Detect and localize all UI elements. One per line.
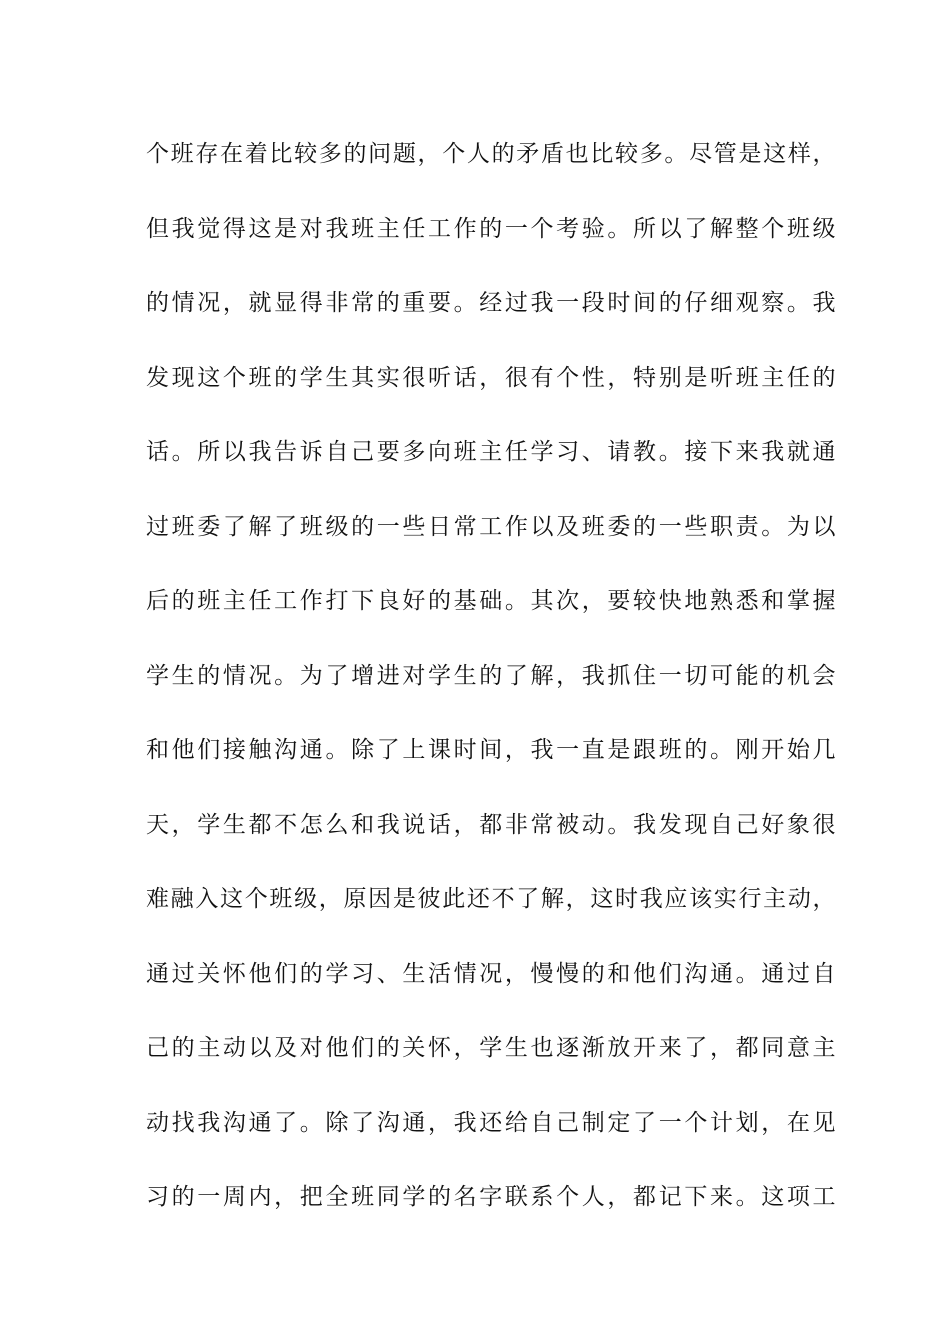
text-line: 话。所以我告诉自己要多向班主任学习、请教。接下来我就通 bbox=[146, 439, 836, 465]
text-line: 难融入这个班级，原因是彼此还不了解，这时我应该实行主动， bbox=[146, 886, 836, 912]
text-line: 过班委了解了班级的一些日常工作以及班委的一些职责。为以 bbox=[146, 513, 836, 540]
body-text bbox=[146, 134, 836, 1252]
text-line: 习的一周内，把全班同学的名字联系个人，都记下来。这项工 bbox=[146, 1184, 836, 1210]
text-line: 和他们接触沟通。除了上课时间，我一直是跟班的。刚开始几 bbox=[146, 737, 836, 763]
text-line: 个班存在着比较多的问题，个人的矛盾也比较多。尽管是这样， bbox=[146, 141, 836, 167]
text-line: 的情况，就显得非常的重要。经过我一段时间的仔细观察。我 bbox=[146, 290, 836, 316]
text-line: 后的班主任工作打下良好的基础。其次，要较快地熟悉和掌握 bbox=[146, 588, 836, 614]
text-line: 天，学生都不怎么和我说话，都非常被动。我发现自己好象很 bbox=[146, 811, 836, 838]
text-line: 学生的情况。为了增进对学生的了解，我抓住一切可能的机会 bbox=[146, 662, 836, 689]
text-line: 动找我沟通了。除了沟通，我还给自己制定了一个计划，在见 bbox=[146, 1109, 836, 1136]
text-line: 但我觉得这是对我班主任工作的一个考验。所以了解整个班级 bbox=[146, 215, 836, 242]
text-line: 己的主动以及对他们的关怀，学生也逐渐放开来了，都同意主 bbox=[146, 1035, 836, 1061]
text-line: 发现这个班的学生其实很听话，很有个性，特别是听班主任的 bbox=[146, 364, 836, 391]
text-line: 通过关怀他们的学习、生活情况，慢慢的和他们沟通。通过自 bbox=[146, 960, 836, 987]
